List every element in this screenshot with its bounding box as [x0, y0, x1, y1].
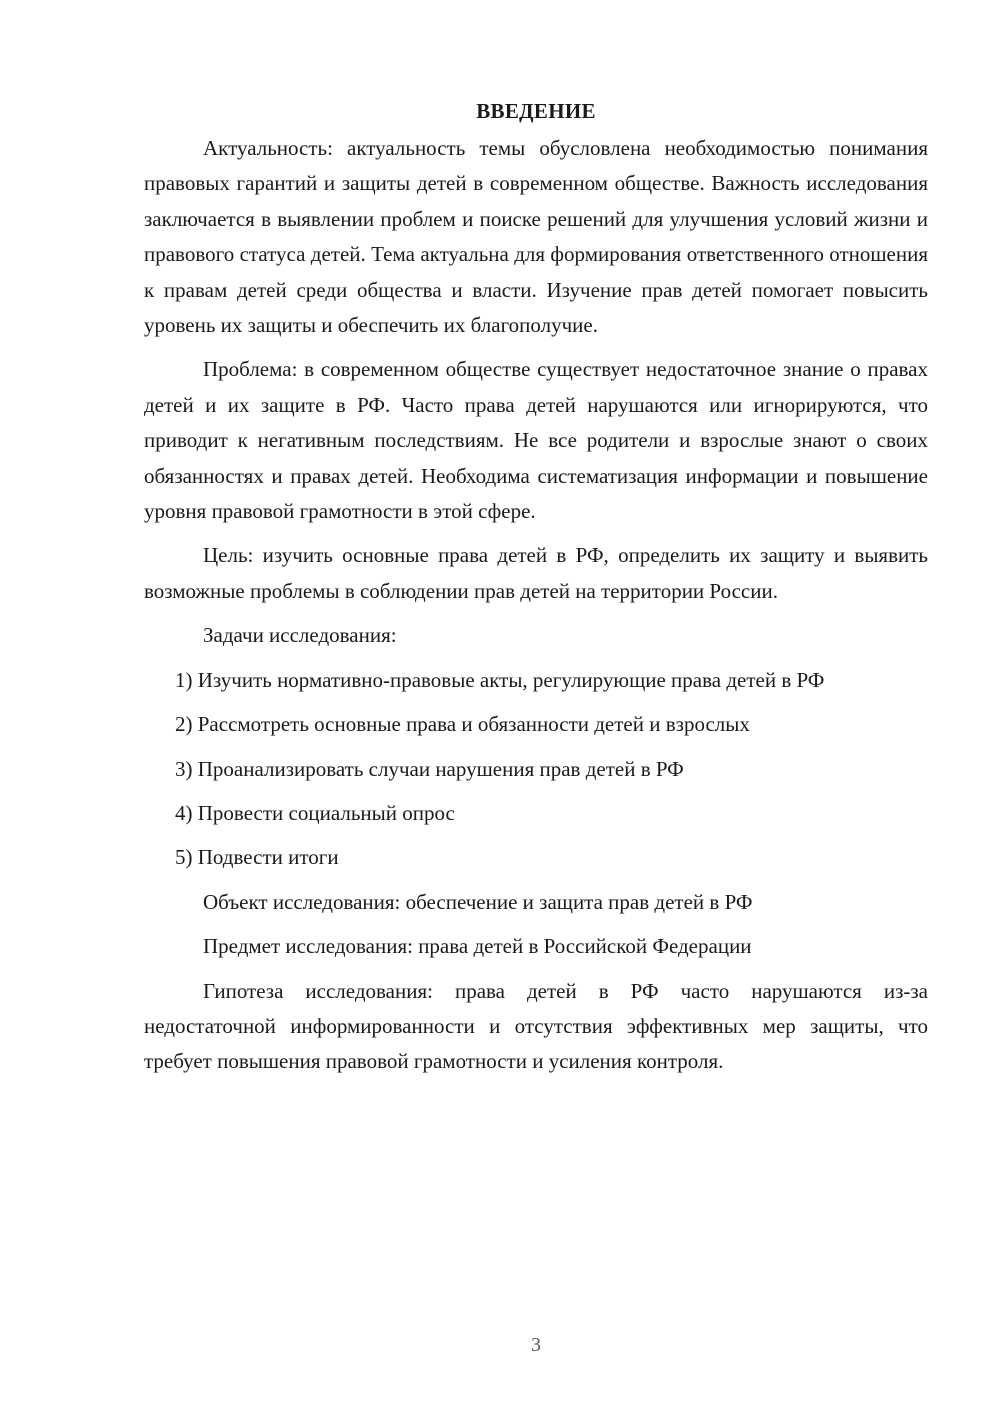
task-item-2: 2) Рассмотреть основные права и обязанности детей и взрослых [175, 712, 750, 737]
task-item-5: 5) Подвести итоги [175, 845, 339, 870]
research-object: Объект исследования: обеспечение и защита прав детей в РФ [203, 889, 753, 914]
research-hypothesis: Гипотеза исследования: права детей в РФ часто нарушаются из-за недостаточной информированности и отсутствия эффективных мер защиты, что требует повышения правовой грамотности и усиления контроля. [144, 978, 928, 1074]
task-item-1: 1) Изучить нормативно-правовые акты, регулирующие права детей в РФ [175, 667, 825, 692]
page-title: ВВЕДЕНИЕ [476, 99, 596, 123]
paragraph-goal: Цель: изучить основные права детей в РФ, определить их защиту и выявить возможные проблемы в соблюдении прав детей на территории России. [144, 543, 928, 603]
task-item-3: 3) Проанализировать случаи нарушения прав детей в РФ [175, 756, 684, 781]
page-number: 3 [531, 1334, 541, 1356]
research-subject: Предмет исследования: права детей в Российской Федерации [203, 934, 752, 959]
document-page [144, 94, 928, 1089]
tasks-heading: Задачи исследования: [203, 623, 397, 648]
paragraph-relevance: Актуальность: актуальность темы обусловлена необходимостью понимания правовых гарантий и защиты детей в современном обществе. Важность исследования заключается в выявлении проблем и поиске решений для улучшения условий жизни и правового статуса детей. Тема актуальна для формирования ответственного отношения к правам детей среди общества и власти. Изучение прав детей помогает повысить уровень их защиты и обеспечить их благополучие. [144, 136, 928, 338]
task-item-4: 4) Провести социальный опрос [175, 800, 455, 825]
paragraph-problem: Проблема: в современном обществе существует недостаточное знание о правах детей и их защите в РФ. Часто права детей нарушаются или игнорируются, что приводит к негативным последствиям. Не все родители и взрослые знают о своих обязанностях и правах детей. Необходима систематизация информации и повышение уровня правовой грамотности в этой сфере. [144, 357, 928, 524]
